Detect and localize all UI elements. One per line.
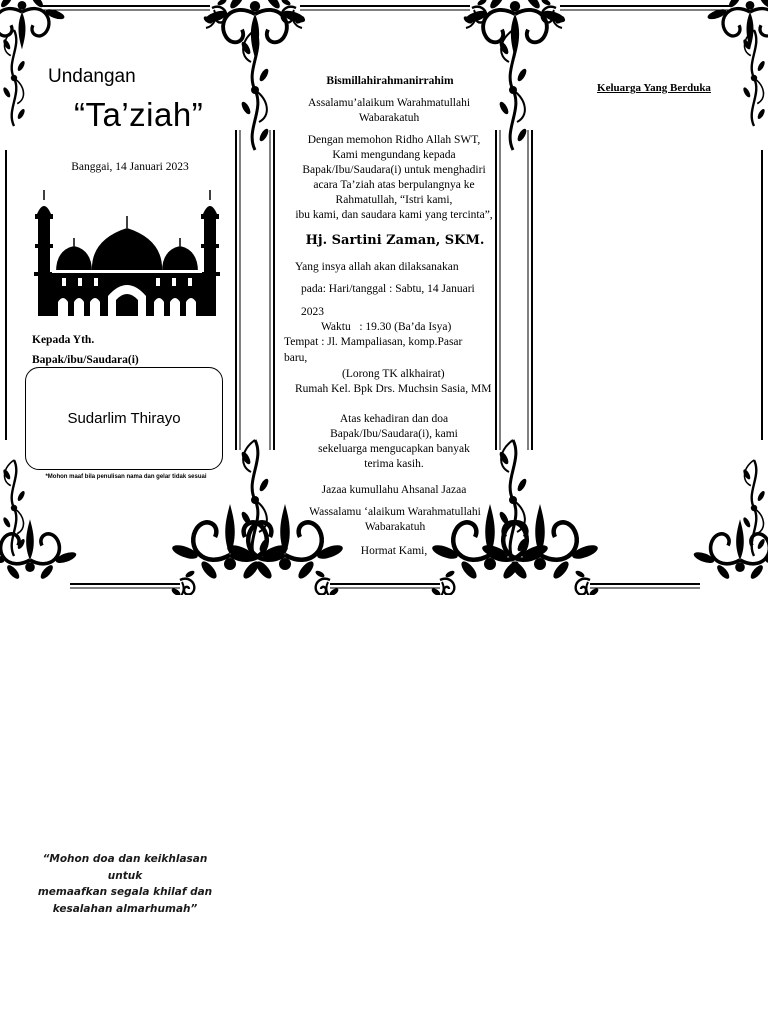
recipient-heading: Kepada Yth. (32, 334, 95, 346)
event-place-house: Rumah Kel. Bpk Drs. Muchsin Sasia, MM (295, 383, 492, 395)
event-title: “Ta’ziah” (74, 96, 204, 133)
intro-paragraph: Dengan memohon Ridho Allah SWT, Kami mengundang kepada Bapak/Ibu/Saudara(i) untuk menghadiri acara Ta’ziah atas berpulangnya ke Rahmatullah, “Istri kami, ibu kami, dan saudara kami yang tercinta”, (295, 134, 493, 221)
place-date: Banggai, 14 Januari 2023 (71, 161, 189, 173)
jazaa-line: Jazaa kumullahu Ahsanal Jazaa (321, 484, 467, 496)
guest-name-box (25, 367, 223, 470)
deceased-name: Hj. Sartini Zaman, SKM. (305, 233, 485, 248)
event-place: Tempat : Jl. Mampaliasan, komp.Pasar (284, 336, 463, 348)
regards: Hormat Kami, (360, 545, 428, 557)
name-note: *Mohon maaf bila penulisan nama dan gelar tidak sesuai (45, 474, 207, 480)
event-year: 2023 (301, 306, 324, 318)
event-intro: Yang insya allah akan dilaksanakan (295, 261, 459, 273)
guest-name: Sudarlim Thirayo (67, 410, 181, 427)
event-place-alley: (Lorong TK alkhairat) (342, 368, 445, 380)
closing-paragraph: Atas kehadiran dan doa Bapak/Ibu/Saudara(i), kami sekeluarga mengucapkan banyak terima kasih. (318, 413, 470, 470)
invitation-label: Undangan (48, 66, 136, 87)
event-time: Waktu : 19.30 (Ba’da Isya) (321, 321, 452, 333)
event-place-cont: baru, (284, 352, 308, 364)
greeting: Assalamu’alaikum Warahmatullahi Wabarakatuh (307, 97, 471, 124)
recipient-title: Bapak/ibu/Saudara(i) (32, 354, 139, 366)
basmalah: Bismillahirahmanirrahim (326, 75, 454, 87)
prayer-quote: “Mohon doa dan keikhlasan untuk memaafkan segala khilaf dan kesalahan almarhumah” (37, 853, 213, 915)
mosque-icon (32, 188, 222, 316)
event-day-date: pada: Hari/tanggal : Sabtu, 14 Januari (301, 283, 475, 295)
family-signature: Keluarga Yang Berduka (597, 82, 711, 94)
farewell: Wassalamu ‘alaikum Warahmatullahi Wabarakatuh (309, 506, 481, 533)
